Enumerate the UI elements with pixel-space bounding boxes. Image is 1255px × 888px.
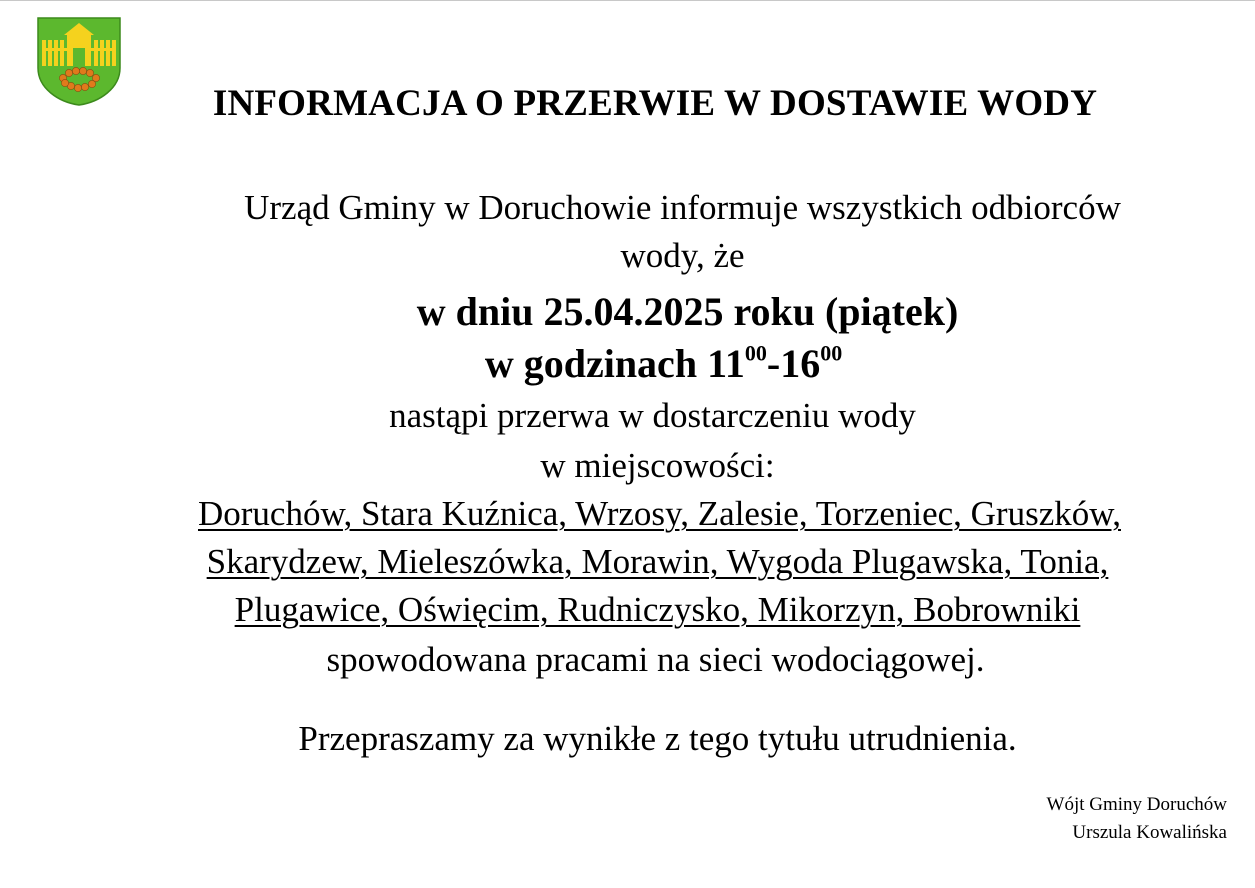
document-title: INFORMACJA O PRZERWIE W DOSTAWIE WODY	[212, 83, 1098, 124]
localities-line-2: Skarydzew, Mieleszówka, Morawin, Wygoda Plugawska, Tonia,	[206, 542, 1109, 581]
hours-start-minutes: 00	[744, 340, 767, 366]
cause-line: spowodowana pracami na sieci wodociągowej.	[326, 640, 985, 679]
intro-line-1: Urząd Gminy w Doruchowie informuje wszystkich odbiorców	[244, 188, 1121, 227]
apology-line: Przepraszamy za wynikłe z tego tytułu utrudnienia.	[298, 719, 1017, 758]
hours-separator: -	[766, 341, 781, 386]
localities-line-3: Plugawice, Oświęcim, Rudniczysko, Mikorzyn, Bobrowniki	[234, 590, 1081, 629]
hours-prefix: w godzinach	[484, 341, 708, 386]
intro-line-2: wody, że	[620, 236, 745, 275]
date-line: w dniu 25.04.2025 roku (piątek)	[416, 289, 959, 334]
signature-name: Urszula Kowalińska	[1072, 822, 1227, 843]
top-border	[0, 0, 1255, 1]
signature-office: Wójt Gminy Doruchów	[1046, 794, 1227, 815]
hours-start: 11	[707, 341, 745, 386]
hours-end-minutes: 00	[820, 340, 843, 366]
break-line-1: nastąpi przerwa w dostarczeniu wody	[389, 396, 916, 435]
hours-end: 16	[780, 341, 821, 386]
localities-line-1: Doruchów, Stara Kuźnica, Wrzosy, Zalesie, Torzeniec, Gruszków,	[198, 494, 1121, 533]
break-line-2: w miejscowości:	[540, 446, 775, 485]
hours-line	[36, 340, 1255, 387]
